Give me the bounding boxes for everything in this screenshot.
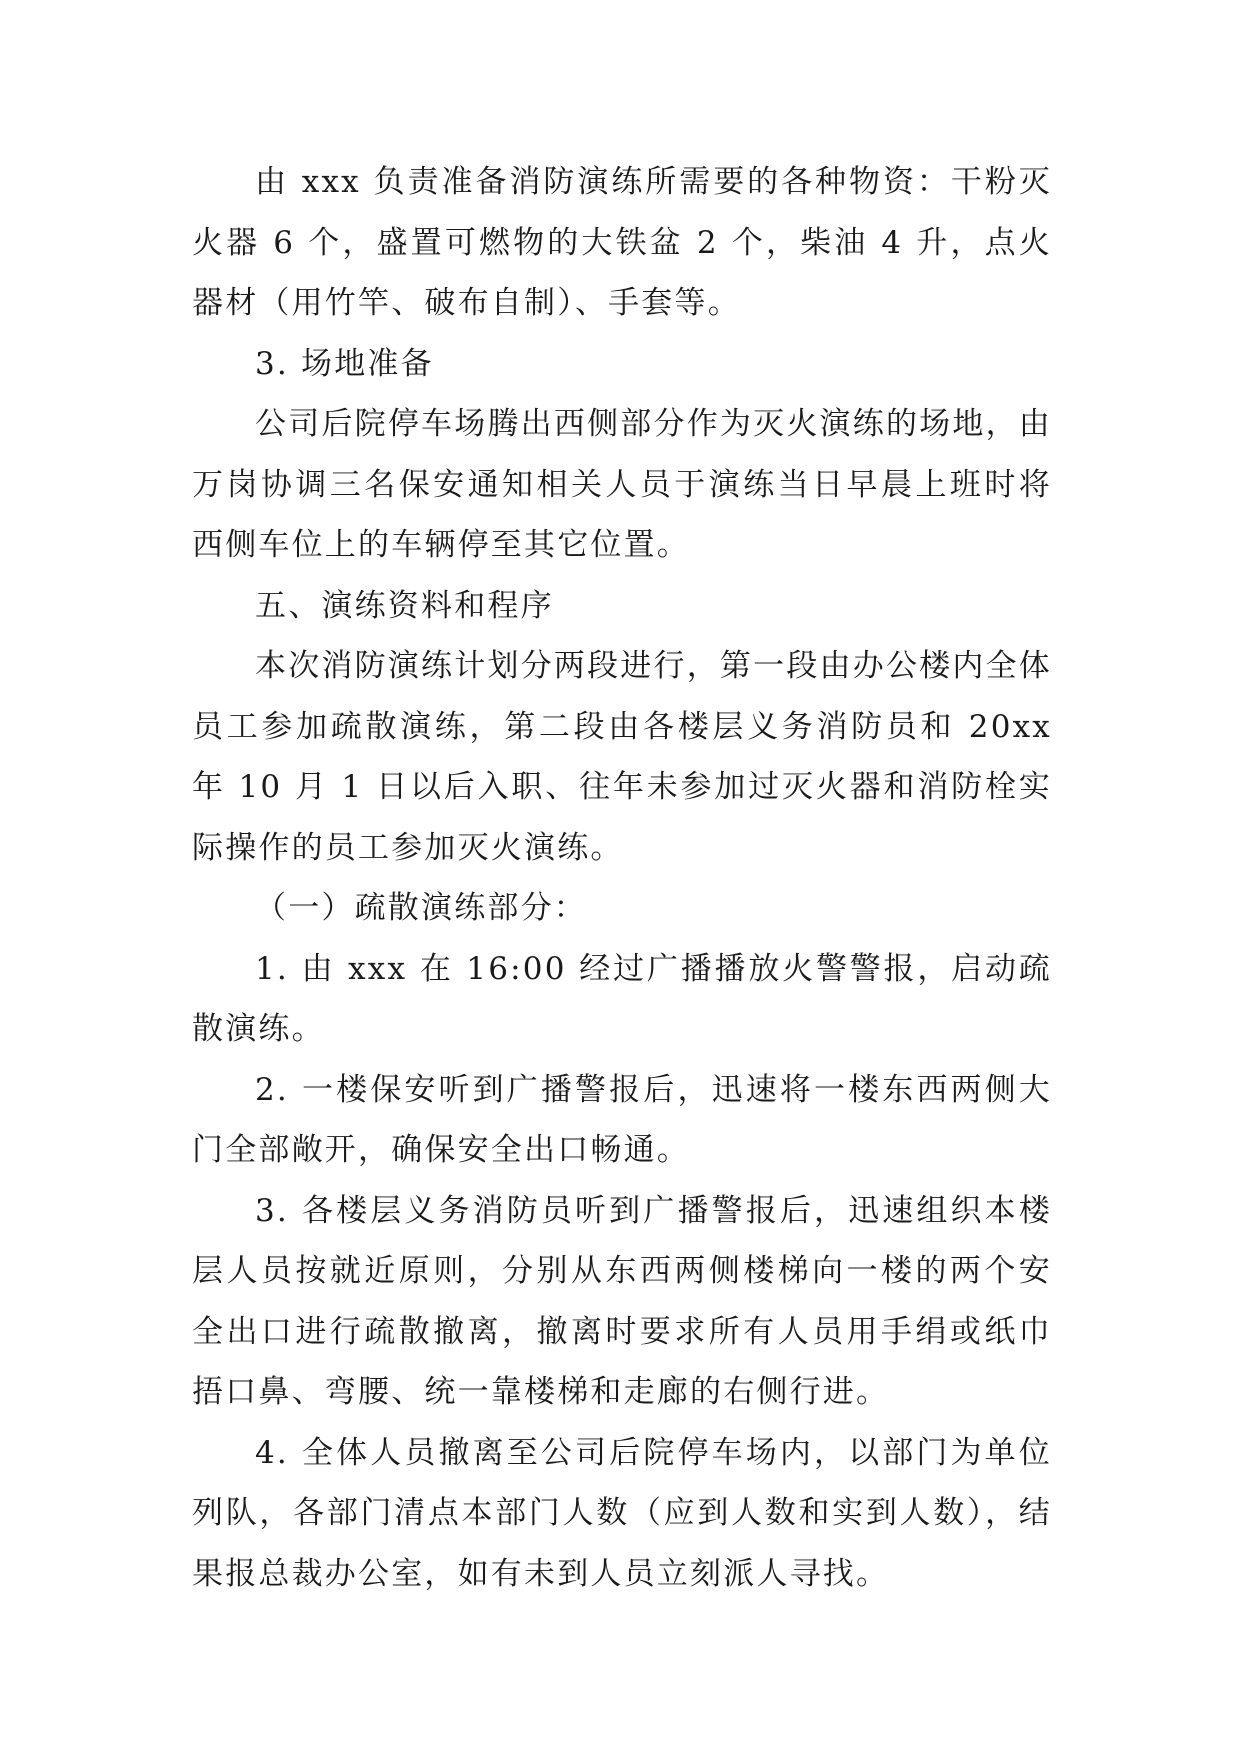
paragraph-drill-plan: 本次消防演练计划分两段进行，第一段由办公楼内全体员工参加疏散演练，第二段由各楼层义务消防员和 20xx 年 10 月 1 日以后入职、往年未参加过灭火器和消防栓实际操作的员工参加灭火演练。 bbox=[192, 648, 1052, 866]
heading-site-preparation: 3. 场地准备 bbox=[255, 345, 434, 382]
paragraph-step-4: 4. 全体人员撤离至公司后院停车场内，以部门为单位列队，各部门清点本部门人数（应到人数和实到人数），结果报总裁办公室，如有未到人员立刻派人寻找。 bbox=[192, 1434, 1052, 1592]
heading-evacuation-part: （一）疏散演练部分： bbox=[255, 890, 587, 926]
paragraph-step-2: 2. 一楼保安听到广播警报后，迅速将一楼东西两侧大门全部敞开，确保安全出口畅通。 bbox=[192, 1071, 1052, 1168]
heading-drill-content: 五、演练资料和程序 bbox=[255, 587, 554, 624]
paragraph-step-1: 1. 由 xxx 在 16:00 经过广播播放火警警报，启动疏散演练。 bbox=[192, 950, 1052, 1047]
document-body bbox=[192, 152, 1052, 1604]
paragraph-step-3: 3. 各楼层义务消防员听到广播警报后，迅速组织本楼层人员按就近原则，分别从东西两侧楼梯向一楼的两个安全出口进行疏散撤离，撤离时要求所有人员用手绢或纸巾捂口鼻、弯腰、统一靠楼梯和走廊的右侧行进。 bbox=[192, 1192, 1052, 1410]
paragraph-materials: 由 xxx 负责准备消防演练所需要的各种物资：干粉灭火器 6 个，盛置可燃物的大铁盆 2 个，柴油 4 升，点火器材（用竹竿、破布自制）、手套等。 bbox=[192, 164, 1052, 321]
paragraph-site: 公司后院停车场腾出西侧部分作为灭火演练的场地，由万岗协调三名保安通知相关人员于演练当日早晨上班时将西侧车位上的车辆停至其它位置。 bbox=[192, 406, 1052, 563]
